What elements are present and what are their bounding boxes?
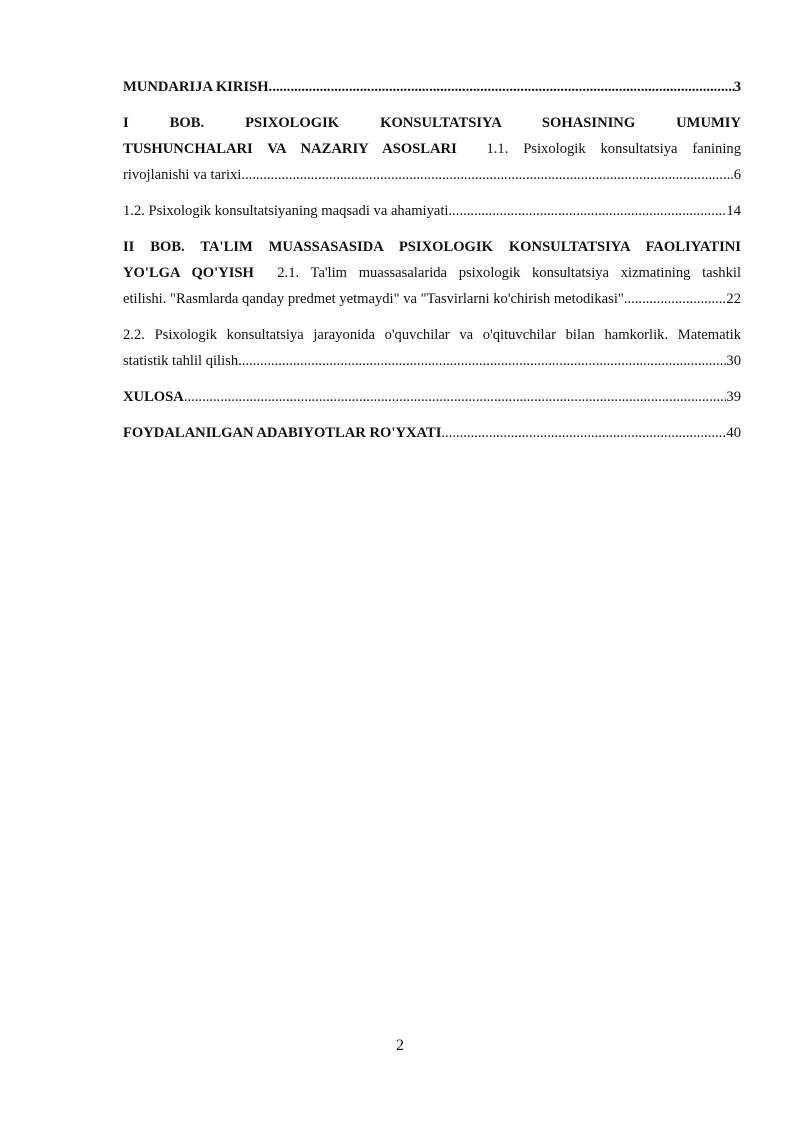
- dot-leader: [624, 286, 727, 312]
- toc-entry-conclusion[interactable]: [123, 384, 741, 410]
- toc-chapter-heading-cont: TUSHUNCHALARI VA NAZARIY ASOSLARI: [123, 141, 457, 157]
- toc-entry-title: MUNDARIJA KIRISH: [123, 79, 269, 95]
- toc-entry-title: 1.2. Psixologik konsultatsiyaning maqsadi va ahamiyati: [123, 203, 449, 219]
- toc-page-number: 14: [726, 203, 741, 219]
- toc-entry-chapter-1[interactable]: [123, 110, 741, 188]
- toc-page-number: 30: [726, 353, 741, 369]
- toc-chapter-heading: I BOB. PSIXOLOGIK KONSULTATSIYA SOHASINING UMUMIY: [123, 115, 741, 131]
- toc-entry-title: 2.2. Psixologik konsultatsiya jarayonida o'quvchilar va o'qituvchilar bilan hamkorlik. Matematik: [123, 327, 741, 343]
- toc-chapter-line: [123, 260, 741, 286]
- toc-chapter-line: [123, 136, 741, 162]
- dot-leader: [449, 198, 727, 224]
- dot-leader: [241, 162, 733, 188]
- toc-subsection-title: 2.1. Ta'lim muassasalarida psixologik konsultatsiya xizmatining tashkil: [277, 265, 742, 281]
- toc-entry-title-cont: statistik tahlil qilish: [123, 353, 239, 369]
- toc-subsection-title: 1.1. Psixologik konsultatsiya fanining: [486, 141, 741, 157]
- toc-entry-title: FOYDALANILGAN ADABIYOTLAR RO'YXATI: [123, 425, 442, 441]
- toc-entry-intro[interactable]: [123, 74, 741, 100]
- toc-entry-references[interactable]: [123, 420, 741, 446]
- toc-entry-section-2-2[interactable]: [123, 322, 741, 374]
- table-of-contents: [123, 74, 741, 456]
- toc-page-number: 6: [733, 167, 741, 183]
- toc-page-number: 39: [726, 389, 741, 405]
- toc-page-number: 3: [733, 79, 741, 95]
- dot-leader: [269, 74, 734, 100]
- dot-leader: [238, 348, 726, 374]
- toc-chapter-heading: II BOB. TA'LIM MUASSASASIDA PSIXOLOGIK KONSULTATSIYA FAOLIYATINI: [123, 239, 741, 255]
- dot-leader: [184, 384, 727, 410]
- dot-leader: [441, 420, 726, 446]
- page-number: 2: [396, 1037, 404, 1054]
- toc-entry-chapter-2[interactable]: [123, 234, 741, 312]
- toc-chapter-heading-cont: YO'LGA QO'YISH: [123, 265, 254, 281]
- toc-entry-title: XULOSA: [123, 389, 184, 405]
- toc-page-number: 22: [726, 291, 741, 307]
- toc-page-number: 40: [726, 425, 741, 441]
- toc-subsection-title-cont: rivojlanishi va tarixi: [123, 167, 242, 183]
- toc-subsection-title-cont: etilishi. "Rasmlarda qanday predmet yetmaydi" va "Tasvirlarni ko'chirish metodikasi": [123, 291, 624, 307]
- toc-entry-section-1-2[interactable]: [123, 198, 741, 224]
